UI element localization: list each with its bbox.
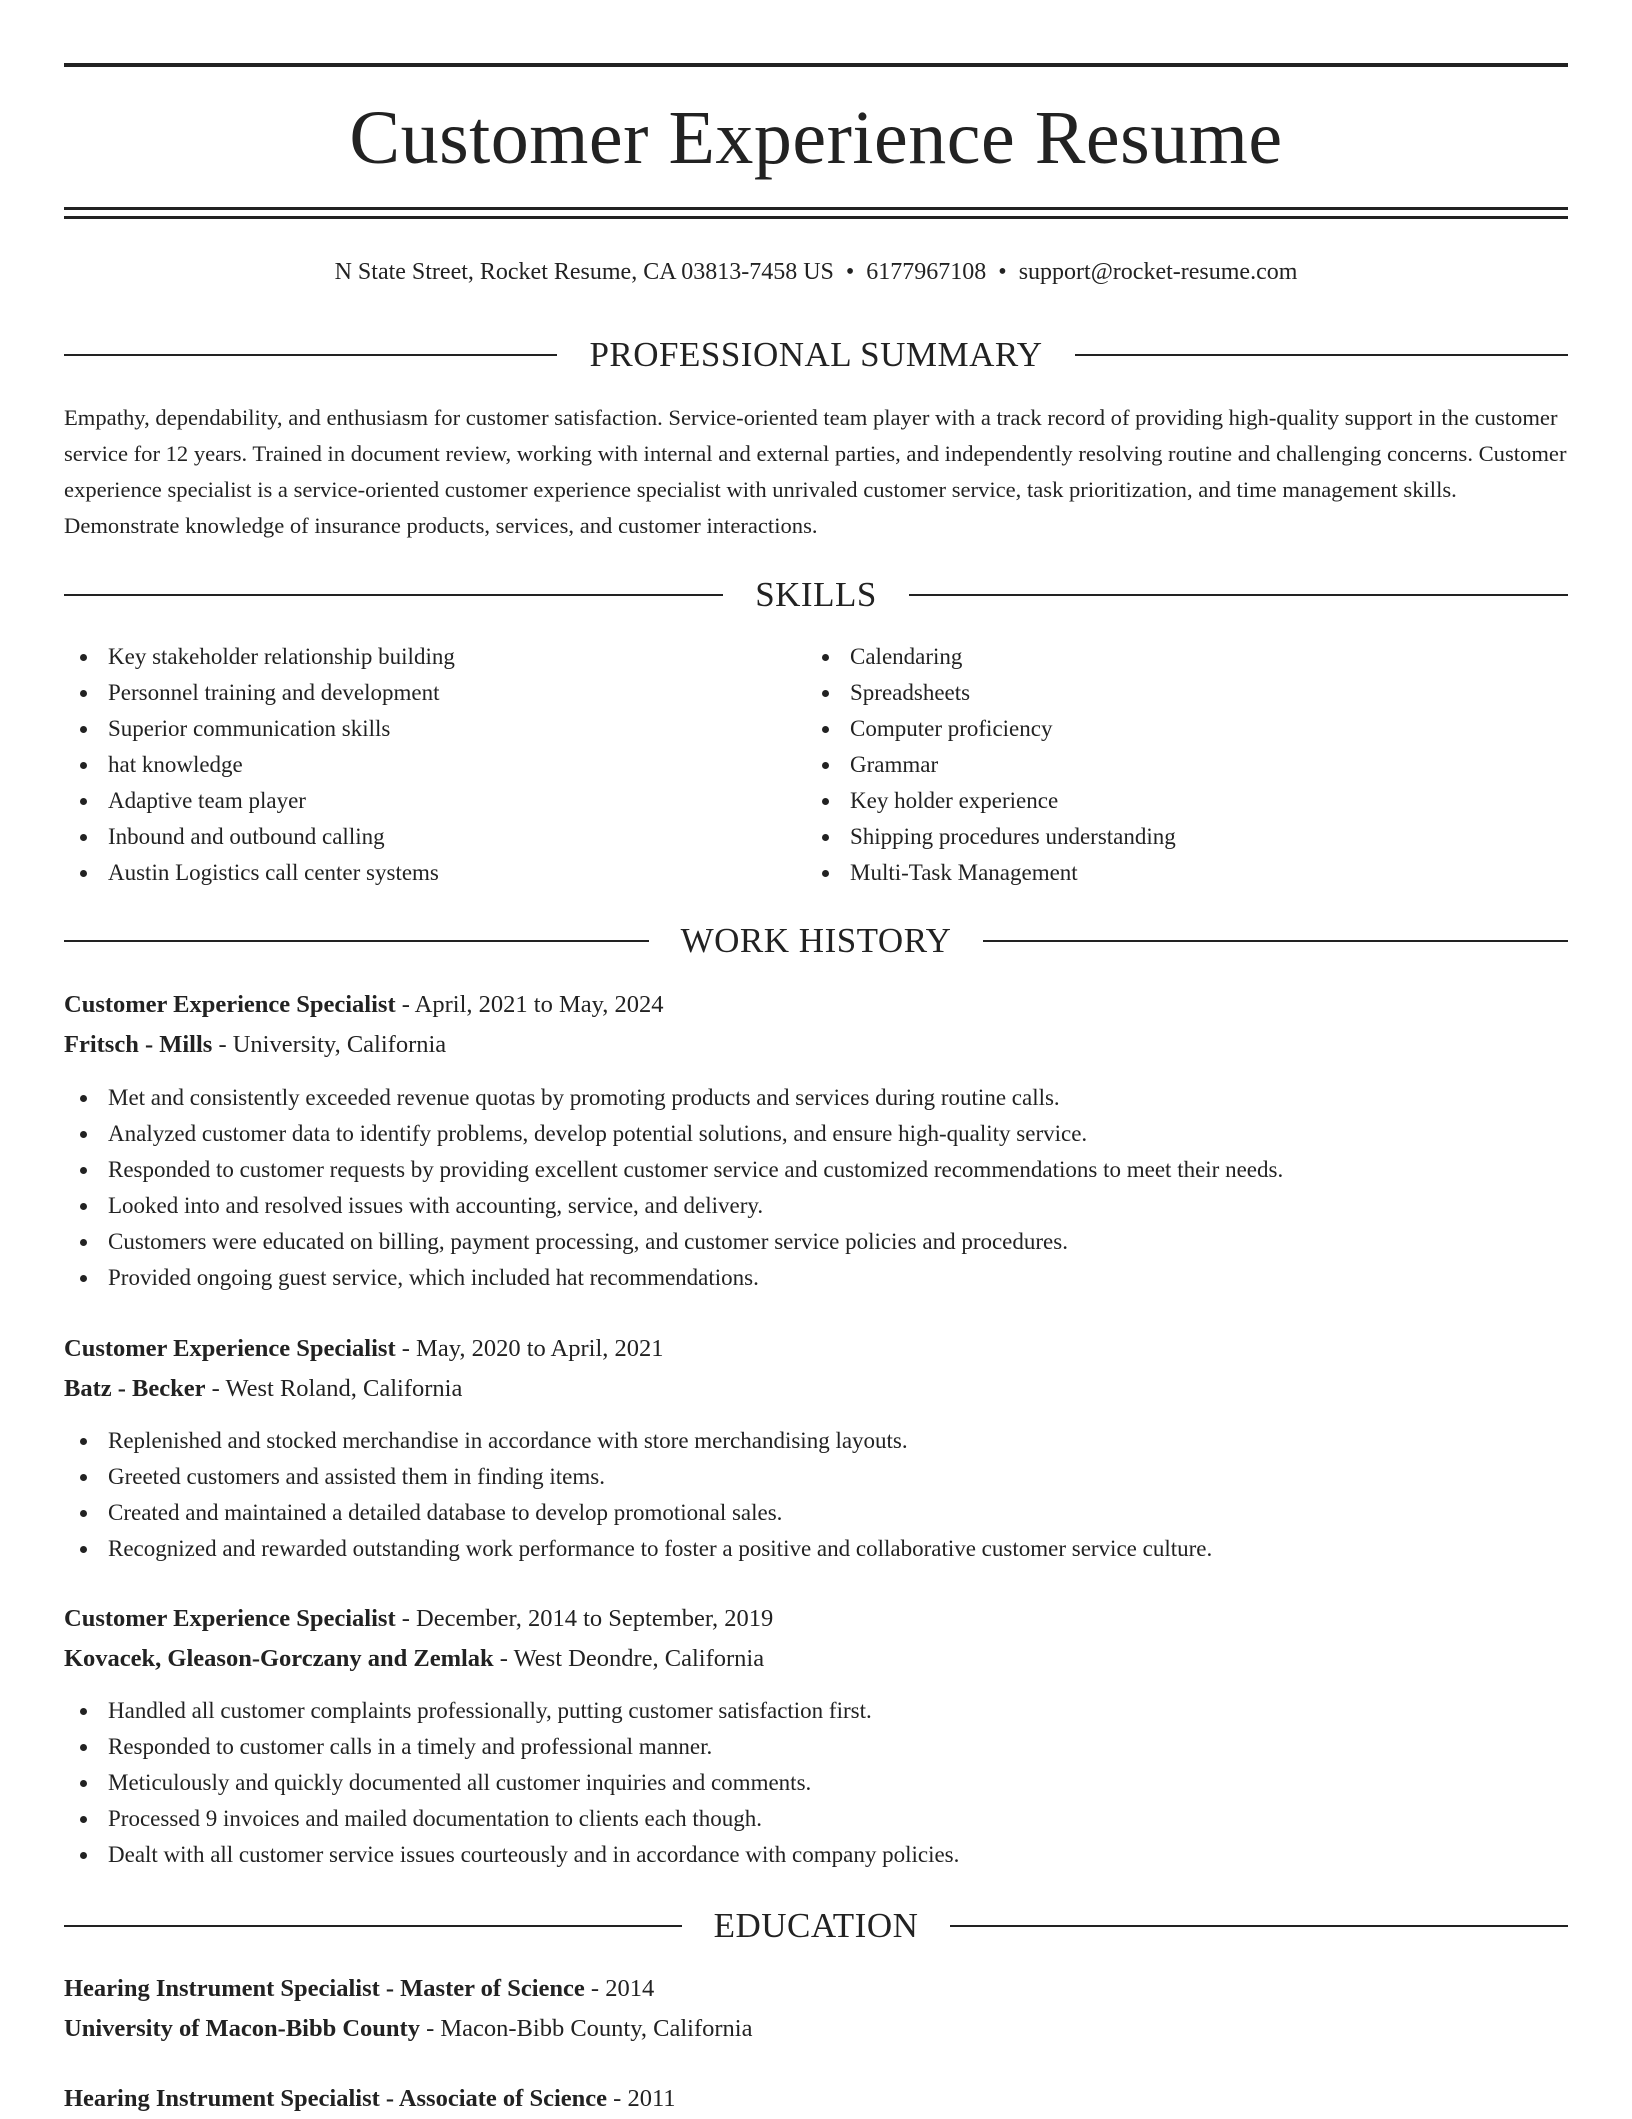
skill-item: Key holder experience [806, 783, 1176, 819]
job-bullet: Customers were educated on billing, payment processing, and customer service policies and procedures. [64, 1224, 1568, 1260]
contact-separator: • [998, 259, 1007, 285]
contact-separator: • [845, 259, 855, 285]
skill-item: Austin Logistics call center systems [64, 855, 455, 891]
education-location: - Macon-Bibb County, California [419, 2015, 753, 2042]
job-company-line [64, 1025, 446, 1065]
job-company: Kovacek, Gleason-Gorczany and Zemlak [64, 1645, 494, 1672]
skill-item: Key stakeholder relationship building [64, 639, 455, 675]
skill-item: hat knowledge [64, 747, 455, 783]
education-degree-line [64, 1969, 654, 2009]
resume-title: Customer Experience Resume [349, 96, 1283, 180]
job-title-line [64, 985, 664, 1025]
skills-heading [64, 573, 1568, 617]
job-bullet: Greeted customers and assisted them in finding items. [64, 1459, 1568, 1495]
education-degree: Hearing Instrument Specialist - Associate of Science [64, 2085, 608, 2112]
job-bullet: Replenished and stocked merchandise in accordance with store merchandising layouts. [64, 1423, 1568, 1459]
skill-item: Personnel training and development [64, 675, 455, 711]
job-company-line [64, 1369, 462, 1409]
summary-text: Empathy, dependability, and enthusiasm for customer satisfaction. Service-oriented team player with a track record of providing high-quality support in the customer service for 12 years. Trained in document review, working with internal and external parties, and independently resolving routine and challenging concerns. Customer experience specialist is a service-oriented customer experience specialist with unrivaled customer service, task prioritization, and time management skills. Demonstrate knowledge of insurance products, services, and customer interactions. [64, 405, 1567, 538]
contact-email: support@rocket-resume.com [1018, 259, 1298, 285]
education-year: - 2014 [584, 1975, 655, 2002]
heading-rule-right [1075, 354, 1568, 356]
education-degree-line [64, 2079, 676, 2119]
job-title: Customer Experience Specialist [64, 1335, 396, 1362]
job-bullet: Analyzed customer data to identify problems, develop potential solutions, and ensure high-quality service. [64, 1116, 1568, 1152]
skill-item: Shipping procedures understanding [806, 819, 1176, 855]
job-company: Batz - Becker [64, 1375, 206, 1402]
education-heading [64, 1904, 1568, 1948]
job-location: - West Roland, California [205, 1375, 463, 1402]
work-heading-label: WORK HISTORY [680, 921, 952, 960]
job-company: Fritsch - Mills [64, 1031, 213, 1058]
heading-rule-left [64, 940, 649, 942]
heading-rule-right [983, 940, 1568, 942]
job-location: - West Deondre, California [493, 1645, 765, 1672]
job-title: Customer Experience Specialist [64, 1605, 396, 1632]
job-bullet: Handled all customer complaints professionally, putting customer satisfaction first. [64, 1693, 1568, 1729]
job-bullets [64, 1080, 1568, 1296]
education-degree: Hearing Instrument Specialist - Master of Science [64, 1975, 585, 2002]
job-bullet: Meticulously and quickly documented all customer inquiries and comments. [64, 1765, 1568, 1801]
job-bullet: Responded to customer calls in a timely and professional manner. [64, 1729, 1568, 1765]
education-school: University of Macon-Bibb County [64, 2015, 420, 2042]
summary-heading-label: PROFESSIONAL SUMMARY [589, 335, 1043, 374]
skill-item: Calendaring [806, 639, 1176, 675]
contact-phone: 6177967108 [866, 259, 987, 285]
job-title-line [64, 1599, 773, 1639]
job-bullet: Responded to customer requests by providing excellent customer service and customized recommendations to meet their needs. [64, 1152, 1568, 1188]
job-bullet: Looked into and resolved issues with accounting, service, and delivery. [64, 1188, 1568, 1224]
job-bullet: Processed 9 invoices and mailed documentation to clients each though. [64, 1801, 1568, 1837]
job-dates: - April, 2021 to May, 2024 [395, 991, 664, 1018]
job-bullet: Recognized and rewarded outstanding work performance to foster a positive and collaborative customer service culture. [64, 1531, 1568, 1567]
job-bullets [64, 1423, 1568, 1567]
skill-item: Multi-Task Management [806, 855, 1176, 891]
skills-list-right [806, 639, 1176, 891]
job-bullet: Dealt with all customer service issues courteously and in accordance with company policies. [64, 1837, 1568, 1873]
skill-item: Inbound and outbound calling [64, 819, 455, 855]
education-school-line [64, 2009, 752, 2049]
heading-rule-left [64, 354, 557, 356]
job-bullet: Met and consistently exceeded revenue quotas by promoting products and services during routine calls. [64, 1080, 1568, 1116]
skill-item: Adaptive team player [64, 783, 455, 819]
heading-rule-right [909, 594, 1568, 596]
job-company-line [64, 1639, 764, 1679]
job-bullet: Provided ongoing guest service, which included hat recommendations. [64, 1260, 1568, 1296]
top-rule [64, 63, 1568, 67]
skill-item: Computer proficiency [806, 711, 1176, 747]
skill-item: Superior communication skills [64, 711, 455, 747]
skills-list-left [64, 639, 455, 891]
job-title: Customer Experience Specialist [64, 991, 396, 1018]
education-heading-label: EDUCATION [713, 1906, 919, 1945]
job-dates: - December, 2014 to September, 2019 [395, 1605, 774, 1632]
job-bullet: Created and maintained a detailed database to develop promotional sales. [64, 1495, 1568, 1531]
title-rule-lower [64, 216, 1568, 219]
job-dates: - May, 2020 to April, 2021 [395, 1335, 664, 1362]
contact-line [64, 255, 1568, 289]
job-location: - University, California [212, 1031, 447, 1058]
skills-heading-label: SKILLS [755, 575, 877, 614]
contact-address: N State Street, Rocket Resume, CA 03813-7458 US [334, 259, 834, 285]
heading-rule-left [64, 1925, 682, 1927]
job-title-line [64, 1329, 664, 1369]
education-year: - 2011 [607, 2085, 676, 2112]
heading-rule-right [950, 1925, 1568, 1927]
title-rule-upper [64, 207, 1568, 210]
summary-heading [64, 333, 1568, 377]
job-bullets [64, 1693, 1568, 1873]
heading-rule-left [64, 594, 723, 596]
skill-item: Spreadsheets [806, 675, 1176, 711]
skill-item: Grammar [806, 747, 1176, 783]
work-heading [64, 919, 1568, 963]
